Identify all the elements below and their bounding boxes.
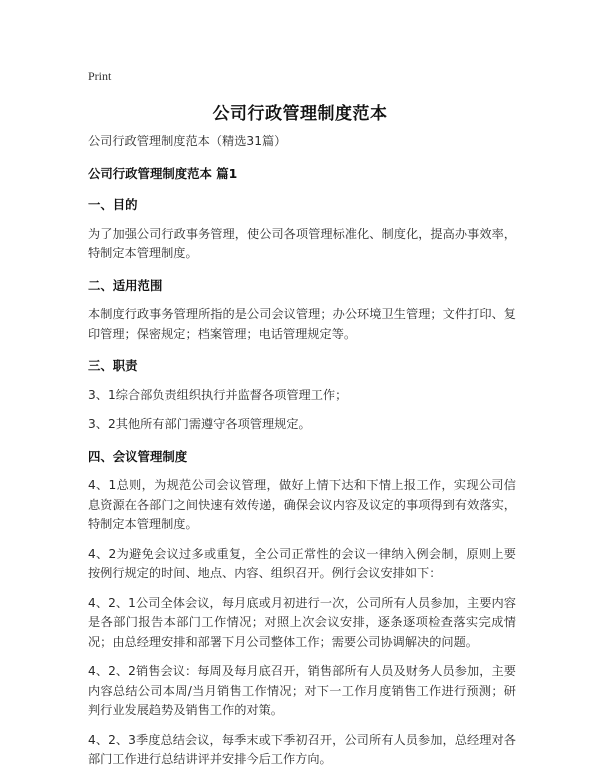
section-heading-purpose: 一、目的	[88, 197, 138, 212]
print-label: Print	[88, 69, 112, 83]
section-heading-meetings: 四、会议管理制度	[88, 448, 188, 464]
document-body	[88, 132, 516, 770]
paragraph: 本制度行政事务管理所指的是公司会议管理；办公环境卫生管理；文件打印、复印管理；保密规定；档案管理；电话管理规定等。	[88, 307, 516, 341]
paragraph: 4、2为避免会议过多或重复，全公司正常性的会议一律纳入例会制，原则上要按例行规定的时间、地点、内容、组织召开。例行会议安排如下：	[88, 546, 516, 580]
paragraph: 4、2、2销售会议：每周及每月底召开，销售部所有人员及财务人员参加，主要内容总结公司本周/当月销售工作情况；对下一工作月度销售工作进行预测；研判行业发展趋势及销售工作的对策。	[88, 664, 516, 717]
section-heading-scope: 二、适用范围	[88, 277, 163, 293]
paragraph: 为了加强公司行政事务管理，使公司各项管理标准化、制度化，提高办事效率，特制定本管理制度。	[88, 226, 516, 260]
document-subtitle: 公司行政管理制度范本（精选31篇）	[88, 134, 287, 148]
paragraph: 4、1总则，为规范公司会议管理，做好上情下达和下情上报工作，实现公司信息资源在各部门之间快速有效传递，确保会议内容及议定的事项得到有效落实，特制定本管理制度。	[88, 478, 516, 531]
paragraph: 4、2、3季度总结会议，每季末或下季初召开，公司所有人员参加，总经理对各部门工作进行总结讲评并安排今后工作方向。	[88, 732, 516, 766]
section-heading-duties: 三、职责	[88, 358, 138, 373]
part-title: 公司行政管理制度范本 篇1	[88, 165, 238, 181]
paragraph: 3、1综合部负责组织执行并监督各项管理工作；	[88, 387, 348, 402]
paragraph: 3、2其他所有部门需遵守各项管理规定。	[88, 417, 311, 431]
paragraph: 4、2、1公司全体会议，每月底或月初进行一次，公司所有人员参加，主要内容是各部门报告本部门工作情况；对照上次会议安排，逐条逐项检查落实完成情况；由总经理安排和部署下月公司整体工作；需要公司协调解决的问题。	[88, 595, 516, 649]
page-title: 公司行政管理制度范本	[212, 104, 388, 124]
